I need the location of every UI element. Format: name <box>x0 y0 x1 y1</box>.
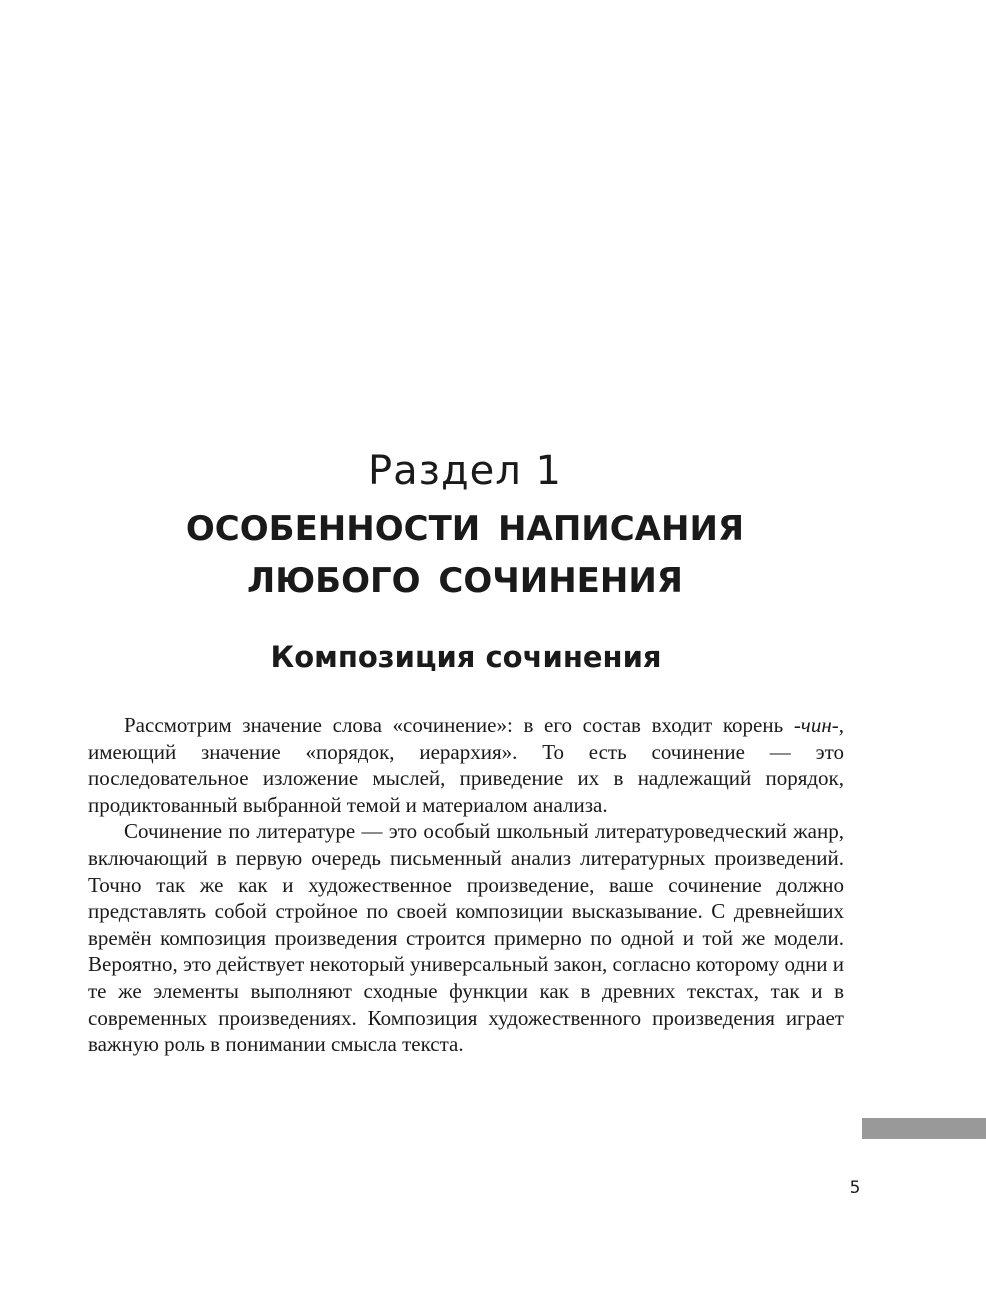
paragraph-1 <box>88 712 844 818</box>
paragraph-1-root: -чин- <box>793 713 839 737</box>
section-label: Раздел 1 <box>368 448 562 494</box>
paragraph-1-part-1: Рассмотрим значение слова «сочинение»: в его состав входит корень <box>124 713 794 737</box>
chapter-title <box>0 503 930 607</box>
body-text <box>88 712 844 1058</box>
page-number: 5 <box>849 1178 861 1198</box>
subtitle: Композиция сочинения <box>270 640 662 674</box>
thumb-tab <box>862 1118 986 1139</box>
paragraph-1-part-2: , имеющий значение «порядок, иерархия». То есть сочинение — это последовательное изложение мыслей, приведение их в надлежащий порядок, продиктованный выбранной темой и материалом анализа. <box>88 713 844 817</box>
paragraph-2: Сочинение по литературе — это особый школьный литературоведческий жанр, включающий в первую очередь письменный анализ литературных произведений. Точно так же как и художественное произведение, ваше сочинение должно представлять собой стройное по своей композиции высказывание. С древнейших времён композиция произведения строится примерно по одной и той же модели. Вероятно, это действует некоторый универсальный закон, согласно которому одни и те же элементы выполняют сходные функции как в древних текстах, так и в современных произведениях. Композиция художественного произведения играет важную роль в понимании смысла текста. <box>88 819 844 1057</box>
chapter-title-line-1: ОСОБЕННОСТИ НАПИСАНИЯ <box>185 509 745 549</box>
chapter-title-line-2: ЛЮБОГО СОЧИНЕНИЯ <box>247 561 683 601</box>
